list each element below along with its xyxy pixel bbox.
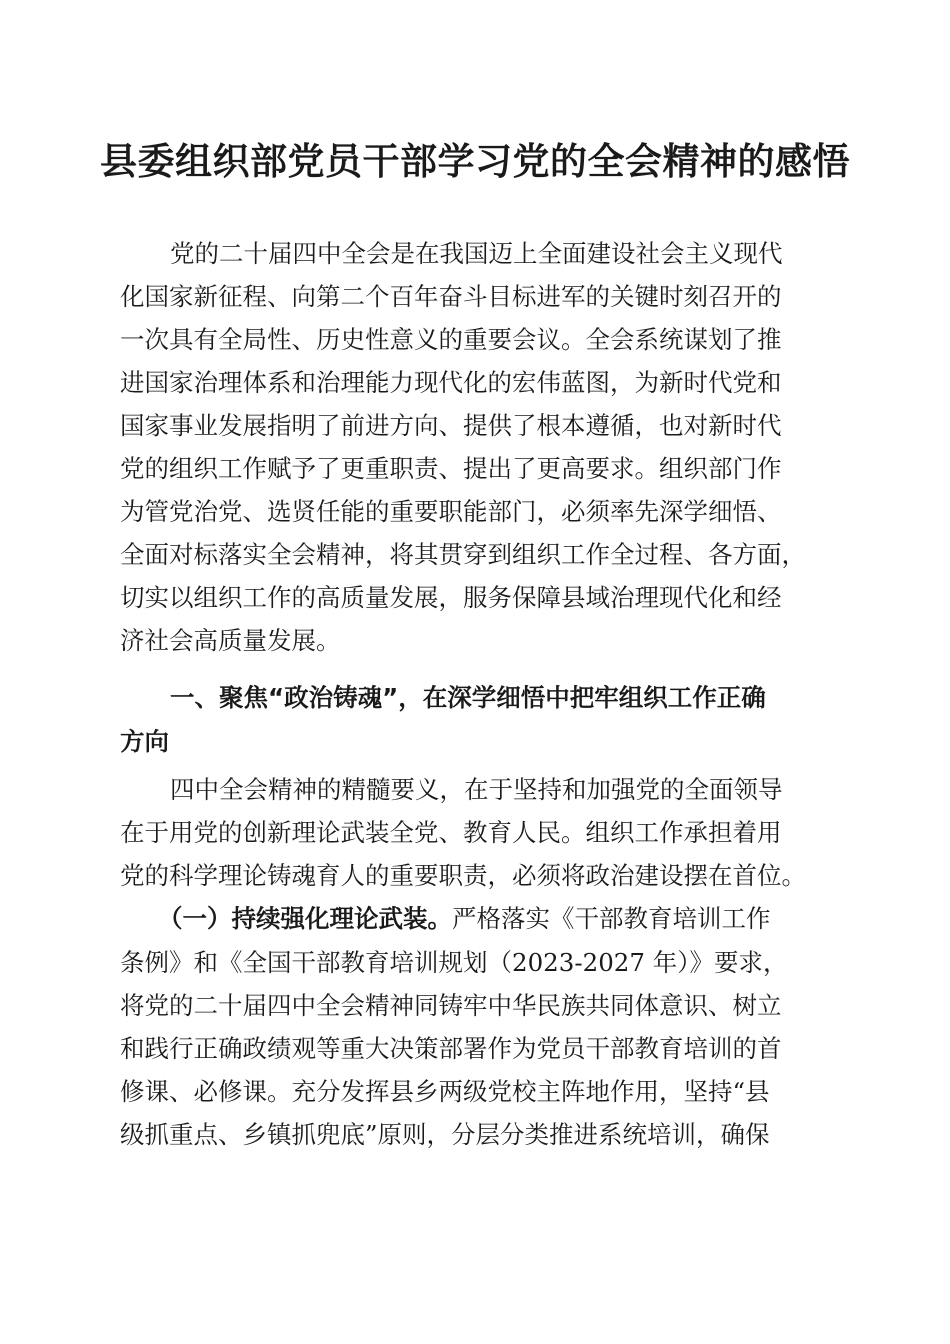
paragraph-line: 进国家治理体系和治理能力现代化的宏伟蓝图，为新时代党和 xyxy=(120,368,782,397)
paragraph-line: 将党的二十届四中全会精神同铸牢中华民族共同体意识、树立 xyxy=(120,991,782,1020)
paragraph-line: 在于用党的创新理论武装全党、教育人民。组织工作承担着用 xyxy=(120,818,782,847)
paragraph-line: 切实以组织工作的高质量发展，服务保障县域治理现代化和经 xyxy=(120,583,782,612)
paragraph-line: 党的二十届四中全会是在我国迈上全面建设社会主义现代 xyxy=(170,239,783,268)
paragraph-line: 化国家新征程、向第二个百年奋斗目标进军的关键时刻召开的 xyxy=(120,282,782,311)
paragraph-line: 党的组织工作赋予了更重职责、提出了更高要求。组织部门作 xyxy=(120,454,782,483)
paragraph-line: 和践行正确政绩观等重大决策部署作为党员干部教育培训的首 xyxy=(120,1034,782,1063)
paragraph-line: 一次具有全局性、历史性意义的重要会议。全会系统谋划了推 xyxy=(120,325,782,354)
paragraph-line: 全面对标落实全会精神，将其贯穿到组织工作全过程、各方面， xyxy=(120,540,806,569)
paragraph-line: 党的科学理论铸魂育人的重要职责，必须将政治建设摆在首位。 xyxy=(120,861,806,890)
paragraph-line: 济社会高质量发展。 xyxy=(120,626,341,655)
paragraph-line: 国家事业发展指明了前进方向、提供了根本遵循，也对新时代 xyxy=(120,411,782,440)
section-heading-line: 一、聚焦“政治铸魂”，在深学细悟中把牢组织工作正确 xyxy=(170,683,766,712)
document-title: 县委组织部党员干部学习党的全会精神的感悟 xyxy=(100,139,850,183)
paragraph-line: 级抓重点、乡镇抓兜底”原则，分层分类推进系统培训，确保 xyxy=(120,1120,770,1149)
subsection-text: 严格落实《干部教育培训工作 xyxy=(452,904,771,933)
subsection-heading: （一）持续强化理论武装。 xyxy=(158,904,452,933)
paragraph-line: 四中全会精神的精髓要义，在于坚持和加强党的全面领导 xyxy=(170,775,783,804)
paragraph-line: 为管党治党、选贤任能的重要职能部门，必须率先深学细悟、 xyxy=(120,497,782,526)
section-heading-line: 方向 xyxy=(120,727,169,756)
paragraph-line: 条例》和《全国干部教育培训规划（2023-2027 年）》要求， xyxy=(120,948,788,977)
subsection-lead-line xyxy=(0,899,830,939)
paragraph-line: 修课、必修课。充分发挥县乡两级党校主阵地作用，坚持“县 xyxy=(120,1077,770,1106)
